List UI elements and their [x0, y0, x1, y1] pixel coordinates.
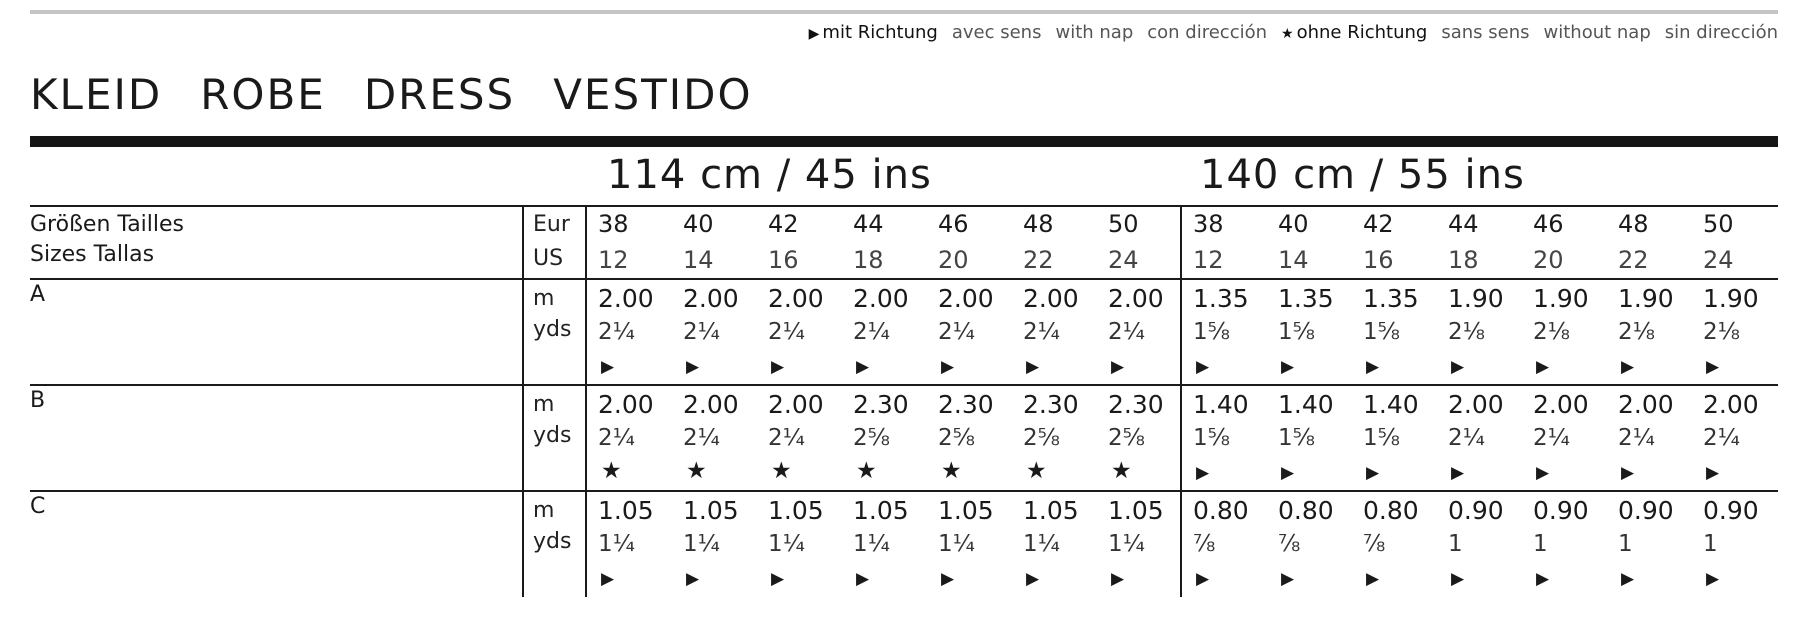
yards-value: 1¼ [853, 531, 890, 557]
yards-value: 2¼ [1618, 425, 1655, 451]
play-arrow-icon: ▶ [1196, 463, 1210, 483]
title-rule [30, 136, 1778, 147]
star-icon: ★ [771, 458, 792, 484]
play-arrow-icon: ▶ [1366, 463, 1380, 483]
play-arrow-icon: ▶ [856, 357, 870, 377]
meters-value: 2.00 [853, 284, 909, 313]
meters-value: 0.80 [1278, 496, 1334, 525]
meters-value: 2.00 [1448, 390, 1504, 419]
yards-value: 1¼ [683, 531, 720, 557]
play-arrow-icon: ▶ [601, 569, 615, 589]
us-size: 18 [1448, 246, 1479, 274]
view-label: A [30, 282, 46, 307]
meters-value: 2.00 [1618, 390, 1674, 419]
view-label: B [30, 388, 46, 413]
meters-value: 0.90 [1448, 496, 1504, 525]
eur-size: 44 [853, 210, 884, 238]
star-icon: ★ [1026, 458, 1047, 484]
meters-value: 1.40 [1363, 390, 1419, 419]
play-arrow-icon: ▶ [1621, 569, 1635, 589]
eur-label: Eur [533, 212, 570, 237]
star-icon: ★ [686, 458, 707, 484]
meters-value: 2.30 [938, 390, 994, 419]
yards-value: ⅞ [1193, 531, 1216, 557]
yards-value: 1¼ [598, 531, 635, 557]
yards-value: 1 [1448, 531, 1463, 557]
play-arrow-icon: ▶ [1621, 357, 1635, 377]
play-arrow-icon: ▶ [1281, 357, 1295, 377]
meters-value: 0.90 [1533, 496, 1589, 525]
play-arrow-icon: ▶ [1026, 569, 1040, 589]
meters-value: 1.35 [1193, 284, 1249, 313]
title-word: DRESS [363, 70, 516, 119]
meters-unit: m [533, 286, 555, 311]
table-rule [30, 205, 1778, 207]
meters-value: 2.00 [938, 284, 994, 313]
us-size: 14 [683, 246, 714, 274]
yards-unit: yds [533, 317, 572, 342]
yards-value: 2⅛ [1703, 319, 1740, 345]
yards-value: 1 [1618, 531, 1633, 557]
us-size: 12 [598, 246, 629, 274]
yards-value: 2¼ [1023, 319, 1060, 345]
title-word: ROBE [200, 70, 326, 119]
yards-value: 2⅝ [938, 425, 975, 451]
meters-value: 1.35 [1278, 284, 1334, 313]
yards-value: 2¼ [768, 425, 805, 451]
play-arrow-icon: ▶ [941, 357, 955, 377]
view-label: C [30, 494, 46, 519]
play-arrow-icon: ▶ [1536, 357, 1550, 377]
us-size: 20 [1533, 246, 1564, 274]
meters-value: 0.90 [1703, 496, 1759, 525]
yards-value: 2⅝ [853, 425, 890, 451]
eur-size: 40 [683, 210, 714, 238]
play-arrow-icon: ▶ [1281, 569, 1295, 589]
meters-unit: m [533, 392, 555, 417]
star-icon: ★ [856, 458, 877, 484]
table-rule [30, 490, 1778, 492]
legend-label: avec sens [951, 22, 1042, 43]
legend-label: mit Richtung [822, 22, 938, 43]
yards-value: 1⅝ [1193, 425, 1230, 451]
play-arrow-icon: ▶ [808, 26, 820, 42]
us-size: 20 [938, 246, 969, 274]
play-arrow-icon: ▶ [1026, 357, 1040, 377]
meters-value: 2.00 [1108, 284, 1164, 313]
page-title [30, 70, 791, 119]
eur-size: 42 [1363, 210, 1394, 238]
yards-value: 1⅝ [1363, 425, 1400, 451]
star-icon: ★ [941, 458, 962, 484]
sizes-label: Größen Tailles [30, 212, 185, 237]
yards-value: 2⅝ [1108, 425, 1145, 451]
play-arrow-icon: ▶ [1536, 463, 1550, 483]
legend-item [1441, 22, 1529, 43]
meters-value: 1.05 [1023, 496, 1079, 525]
yards-value: 2¼ [1108, 319, 1145, 345]
eur-size: 46 [1533, 210, 1564, 238]
meters-value: 2.00 [598, 390, 654, 419]
legend-label: con dirección [1147, 22, 1268, 43]
eur-size: 44 [1448, 210, 1479, 238]
play-arrow-icon: ▶ [686, 569, 700, 589]
yards-value: 2⅛ [1533, 319, 1570, 345]
play-arrow-icon: ▶ [1281, 463, 1295, 483]
eur-size: 50 [1108, 210, 1139, 238]
us-size: 14 [1278, 246, 1309, 274]
title-word: KLEID [30, 70, 163, 119]
table-rule [30, 278, 1778, 280]
yards-value: 1¼ [1108, 531, 1145, 557]
meters-value: 2.00 [598, 284, 654, 313]
play-arrow-icon: ▶ [1706, 463, 1720, 483]
play-arrow-icon: ▶ [1366, 569, 1380, 589]
play-arrow-icon: ▶ [771, 569, 785, 589]
meters-value: 1.05 [598, 496, 654, 525]
play-arrow-icon: ▶ [601, 357, 615, 377]
yards-value: ⅞ [1278, 531, 1301, 557]
play-arrow-icon: ▶ [856, 569, 870, 589]
legend-item [1281, 22, 1427, 43]
star-icon: ★ [1111, 458, 1132, 484]
legend-label: without nap [1543, 22, 1651, 43]
yards-value: 2¼ [768, 319, 805, 345]
yards-value: 2⅛ [1618, 319, 1655, 345]
us-size: 24 [1703, 246, 1734, 274]
yards-value: 1⅝ [1193, 319, 1230, 345]
legend-label: ohne Richtung [1296, 22, 1428, 43]
yards-value: 1⅝ [1278, 319, 1315, 345]
yards-value: 2¼ [598, 319, 635, 345]
eur-size: 50 [1703, 210, 1734, 238]
meters-value: 2.00 [1533, 390, 1589, 419]
yards-value: 1 [1703, 531, 1718, 557]
fabric-width-heading: 114 cm / 45 ins [607, 152, 932, 198]
eur-size: 48 [1618, 210, 1649, 238]
play-arrow-icon: ▶ [1366, 357, 1380, 377]
meters-value: 2.00 [768, 284, 824, 313]
us-size: 16 [1363, 246, 1394, 274]
column-divider [522, 205, 524, 597]
legend-label: with nap [1055, 22, 1134, 43]
meters-value: 1.05 [853, 496, 909, 525]
meters-value: 1.05 [683, 496, 739, 525]
us-size: 16 [768, 246, 799, 274]
yards-value: 1¼ [768, 531, 805, 557]
meters-value: 2.00 [1023, 284, 1079, 313]
yards-value: 1⅝ [1278, 425, 1315, 451]
yards-unit: yds [533, 423, 572, 448]
column-divider [1180, 205, 1182, 597]
meters-value: 2.00 [683, 284, 739, 313]
play-arrow-icon: ▶ [1196, 357, 1210, 377]
yards-value: 2¼ [1533, 425, 1570, 451]
meters-value: 2.30 [1108, 390, 1164, 419]
sizes-label: Sizes Tallas [30, 242, 155, 267]
play-arrow-icon: ▶ [771, 357, 785, 377]
meters-value: 2.30 [1023, 390, 1079, 419]
us-size: 18 [853, 246, 884, 274]
yards-unit: yds [533, 529, 572, 554]
play-arrow-icon: ▶ [1196, 569, 1210, 589]
play-arrow-icon: ▶ [1451, 569, 1465, 589]
meters-value: 1.90 [1448, 284, 1504, 313]
play-arrow-icon: ▶ [1621, 463, 1635, 483]
play-arrow-icon: ▶ [1111, 569, 1125, 589]
yards-value: 2¼ [598, 425, 635, 451]
meters-value: 2.00 [768, 390, 824, 419]
meters-value: 2.00 [683, 390, 739, 419]
meters-value: 1.05 [768, 496, 824, 525]
yards-value: ⅞ [1363, 531, 1386, 557]
meters-value: 1.40 [1193, 390, 1249, 419]
meters-value: 0.80 [1363, 496, 1419, 525]
play-arrow-icon: ▶ [1706, 357, 1720, 377]
meters-unit: m [533, 498, 555, 523]
meters-value: 1.90 [1533, 284, 1589, 313]
yards-value: 2¼ [1703, 425, 1740, 451]
legend-item [1544, 22, 1651, 43]
top-rule [30, 10, 1778, 14]
table-rule [30, 384, 1778, 386]
meters-value: 1.40 [1278, 390, 1334, 419]
column-divider [585, 205, 587, 597]
legend-item [952, 22, 1042, 43]
meters-value: 2.30 [853, 390, 909, 419]
play-arrow-icon: ▶ [1536, 569, 1550, 589]
fabric-width-heading: 140 cm / 55 ins [1200, 152, 1525, 198]
legend-item [1147, 22, 1267, 43]
meters-value: 1.05 [938, 496, 994, 525]
yards-value: 1 [1533, 531, 1548, 557]
us-size: 24 [1108, 246, 1139, 274]
meters-value: 0.90 [1618, 496, 1674, 525]
eur-size: 46 [938, 210, 969, 238]
legend-item [809, 22, 938, 43]
yards-value: 1⅝ [1363, 319, 1400, 345]
yards-value: 2⅛ [1448, 319, 1485, 345]
yards-value: 2¼ [853, 319, 890, 345]
title-word: VESTIDO [553, 70, 753, 119]
us-size: 22 [1023, 246, 1054, 274]
play-arrow-icon: ▶ [1111, 357, 1125, 377]
meters-value: 1.90 [1703, 284, 1759, 313]
legend-label: sin dirección [1664, 22, 1778, 43]
yards-value: 2¼ [938, 319, 975, 345]
nap-legend [795, 22, 1778, 43]
play-arrow-icon: ▶ [1451, 357, 1465, 377]
us-size: 22 [1618, 246, 1649, 274]
yards-value: 1¼ [938, 531, 975, 557]
meters-value: 0.80 [1193, 496, 1249, 525]
legend-item [1055, 22, 1133, 43]
play-arrow-icon: ▶ [1706, 569, 1720, 589]
meters-value: 1.05 [1108, 496, 1164, 525]
legend-item [1665, 22, 1778, 43]
meters-value: 1.35 [1363, 284, 1419, 313]
yards-value: 2¼ [1448, 425, 1485, 451]
yards-value: 1¼ [1023, 531, 1060, 557]
meters-value: 1.90 [1618, 284, 1674, 313]
play-arrow-icon: ▶ [686, 357, 700, 377]
us-label: US [533, 246, 564, 271]
star-icon: ★ [601, 458, 622, 484]
eur-size: 38 [598, 210, 629, 238]
yards-value: 2¼ [683, 319, 720, 345]
meters-value: 2.00 [1703, 390, 1759, 419]
eur-size: 38 [1193, 210, 1224, 238]
eur-size: 42 [768, 210, 799, 238]
eur-size: 48 [1023, 210, 1054, 238]
legend-label: sans sens [1441, 22, 1530, 43]
star-icon: ★ [1281, 26, 1294, 42]
play-arrow-icon: ▶ [941, 569, 955, 589]
play-arrow-icon: ▶ [1451, 463, 1465, 483]
yards-value: 2¼ [683, 425, 720, 451]
us-size: 12 [1193, 246, 1224, 274]
eur-size: 40 [1278, 210, 1309, 238]
yards-value: 2⅝ [1023, 425, 1060, 451]
